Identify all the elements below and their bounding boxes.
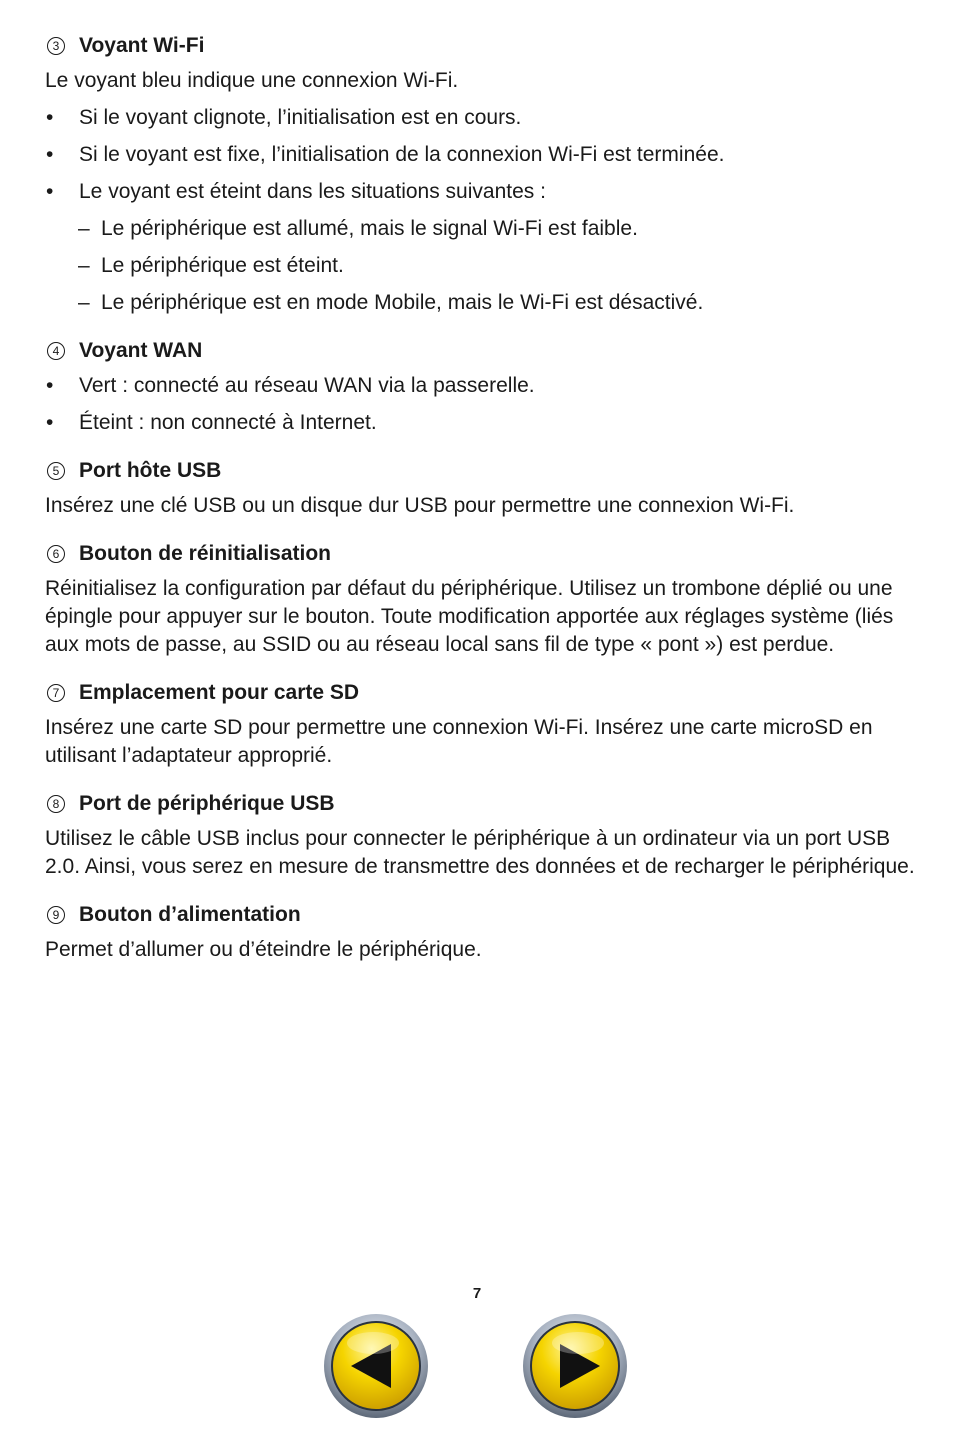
section-paragraph: Insérez une clé USB ou un disque dur USB pour permettre une connexion Wi-Fi.	[45, 494, 795, 517]
dash-symbol: –	[78, 217, 90, 240]
sub-item	[78, 252, 915, 280]
section-heading	[45, 30, 915, 62]
section-heading	[45, 788, 915, 820]
section-port-peripherique-usb	[45, 788, 915, 881]
bullet-item	[45, 409, 915, 437]
circled-number: 5	[47, 462, 65, 480]
bullet-symbol: •	[46, 411, 54, 434]
section-paragraph: Utilisez le câble USB inclus pour connecter le périphérique à un ordinateur via un port USB 2.0. Ainsi, vous serez en mesure de transmettre des données et de recharger le périphérique.	[45, 827, 915, 878]
page-number: 7	[472, 1285, 482, 1302]
section-heading	[45, 677, 915, 709]
bullet-symbol: •	[46, 374, 54, 397]
dash-symbol: –	[78, 291, 90, 314]
section-voyant-wan	[45, 335, 915, 437]
section-paragraph: Insérez une carte SD pour permettre une connexion Wi-Fi. Insérez une carte microSD en utilisant l’adaptateur approprié.	[45, 716, 873, 767]
circled-number: 8	[47, 795, 65, 813]
section-heading	[45, 538, 915, 570]
arrow-right-icon	[522, 1313, 628, 1419]
bullet-item	[45, 141, 915, 169]
section-port-hote-usb	[45, 455, 915, 520]
section-bouton-alimentation	[45, 899, 915, 964]
section-voyant-wifi	[45, 30, 915, 317]
section-title: Port hôte USB	[79, 459, 222, 482]
section-title: Bouton de réinitialisation	[79, 542, 332, 565]
bullet-symbol: •	[46, 106, 54, 129]
bullet-text: Si le voyant clignote, l’initialisation est en cours.	[79, 106, 522, 129]
dash-symbol: –	[78, 254, 90, 277]
section-paragraph: Le voyant bleu indique une connexion Wi-Fi.	[45, 69, 459, 92]
next-page-button[interactable]	[522, 1313, 628, 1419]
bullet-text: Éteint : non connecté à Internet.	[79, 411, 377, 434]
section-paragraph: Permet d’allumer ou d’éteindre le périphérique.	[45, 938, 482, 961]
circled-number: 9	[47, 906, 65, 924]
section-title: Port de périphérique USB	[79, 792, 335, 815]
bullet-text: Le voyant est éteint dans les situations suivantes :	[79, 180, 546, 203]
sub-item-text: Le périphérique est en mode Mobile, mais le Wi-Fi est désactivé.	[101, 291, 704, 314]
circled-number: 6	[47, 545, 65, 563]
circled-number: 3	[47, 37, 65, 55]
bullet-item	[45, 178, 915, 206]
bullet-text: Si le voyant est fixe, l’initialisation de la connexion Wi-Fi est terminée.	[79, 143, 725, 166]
bullet-text: Vert : connecté au réseau WAN via la passerelle.	[79, 374, 535, 397]
section-heading	[45, 455, 915, 487]
sub-item	[78, 215, 915, 243]
section-title: Bouton d’alimentation	[79, 903, 301, 926]
section-title: Voyant WAN	[79, 339, 203, 362]
bullet-item	[45, 372, 915, 400]
section-heading	[45, 899, 915, 931]
sub-item-text: Le périphérique est allumé, mais le signal Wi-Fi est faible.	[101, 217, 638, 240]
circled-number: 4	[47, 342, 65, 360]
sub-item-text: Le périphérique est éteint.	[101, 254, 344, 277]
section-paragraph: Réinitialisez la configuration par défaut du périphérique. Utilisez un trombone déplié ou une épingle pour appuyer sur le bouton. Toute modification apportée aux réglages système (liés aux mots de passe, au SSID ou au réseau local sans fil de type « pont ») est perdue.	[45, 577, 894, 656]
section-emplacement-carte-sd	[45, 677, 915, 770]
bullet-symbol: •	[46, 143, 54, 166]
section-bouton-reinitialisation	[45, 538, 915, 659]
section-heading	[45, 335, 915, 367]
section-title: Emplacement pour carte SD	[79, 681, 360, 704]
previous-page-button[interactable]	[323, 1313, 429, 1419]
circled-number: 7	[47, 684, 65, 702]
bullet-item	[45, 104, 915, 132]
document-page	[45, 30, 915, 982]
bullet-symbol: •	[46, 180, 54, 203]
section-title: Voyant Wi-Fi	[79, 34, 205, 57]
arrow-left-icon	[323, 1313, 429, 1419]
sub-item	[78, 289, 915, 317]
